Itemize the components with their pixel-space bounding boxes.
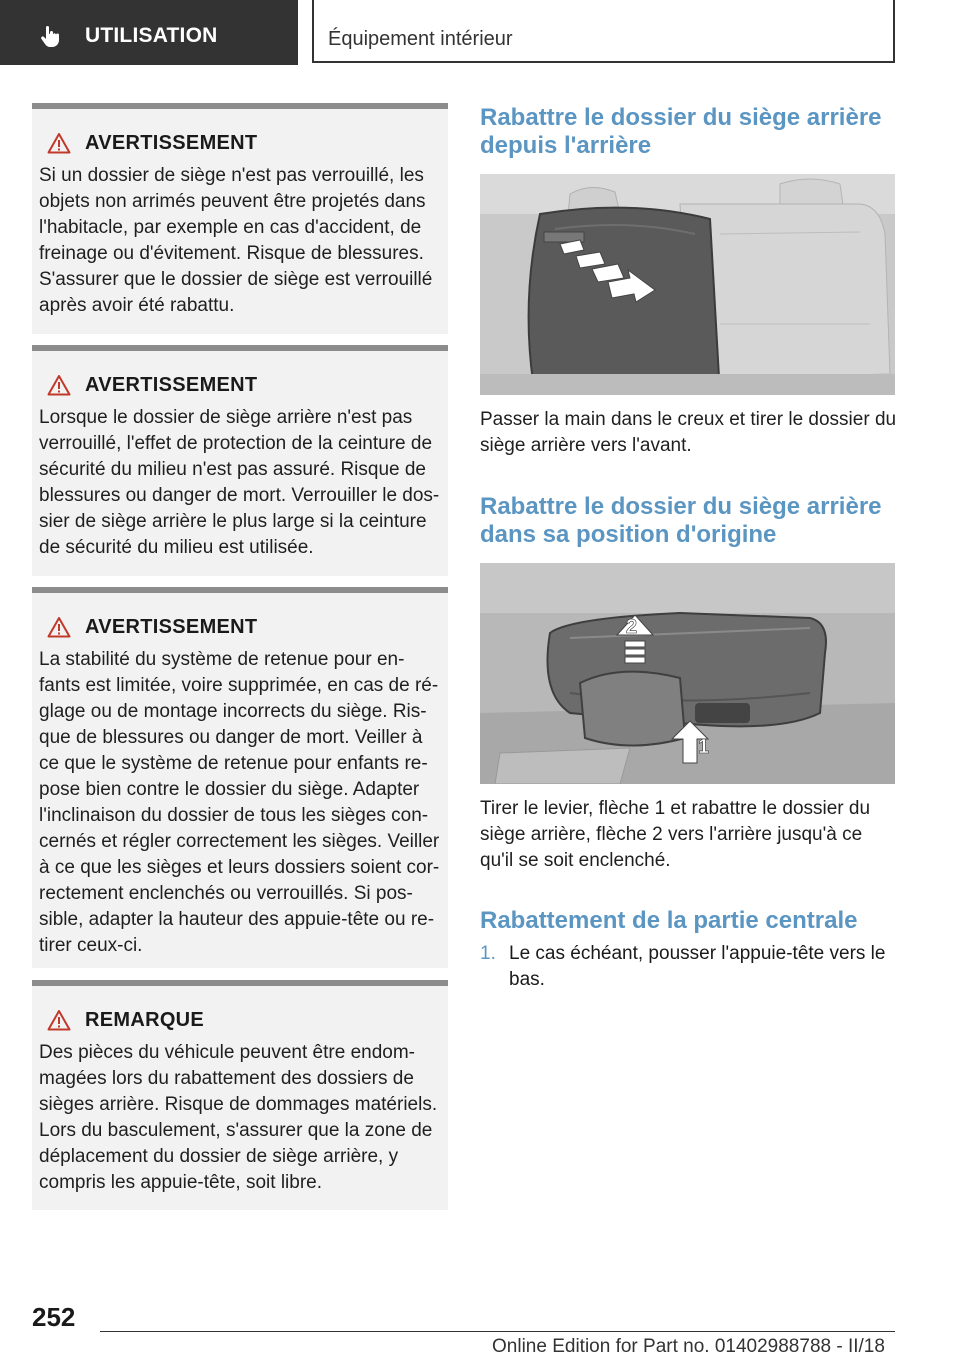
warning-box xyxy=(32,587,448,968)
section-body: Passer la main dans le creux et tirer le dossier du siège arrière vers l'avant. xyxy=(480,409,897,456)
list-number: 1. xyxy=(480,943,496,964)
section-heading: Rabattre le dossier du siège arrière dans sa position d'origine xyxy=(480,493,882,548)
warning-triangle-icon xyxy=(47,132,71,154)
chapter-title: Équipement intérieur xyxy=(328,28,513,50)
seat-fold-from-rear-photo xyxy=(480,174,895,395)
edition-footer: Online Edition for Part no. 01402988788 - II/18 xyxy=(492,1336,885,1357)
seat-return-photo xyxy=(480,563,895,784)
warning-heading: AVERTISSEMENT xyxy=(85,373,258,396)
callout-1: 1 xyxy=(698,736,710,758)
warning-text: Si un dossier de siège n'est pas verrouillé, les objets non arrimés peuvent être projetés dans l'habitacle, par exemple en cas d'accident, de freinage ou d'évitement. Risque de blessures. S'assurer que le dossier de siège est verrouillé après avoir été rabattu. xyxy=(39,165,433,316)
warning-heading: AVERTISSEMENT xyxy=(85,615,258,638)
hand-pointer-icon xyxy=(38,24,62,48)
section-heading: Rabattre le dossier du siège arrière depuis l'arrière xyxy=(480,104,882,159)
warning-triangle-icon xyxy=(47,374,71,396)
chapter-title-box xyxy=(312,0,895,63)
note-heading: REMARQUE xyxy=(85,1008,205,1031)
footer-rule xyxy=(100,1331,895,1332)
section-body: Tirer le levier, flèche 1 et rabattre le dossier du siège arrière, flèche 2 vers l'arrière jusqu'à ce qu'il se soit enclenché. xyxy=(480,798,871,871)
note-box xyxy=(32,980,448,1210)
section-label: UTILISATION xyxy=(85,24,218,47)
warning-heading: AVERTISSEMENT xyxy=(85,131,258,154)
warning-triangle-icon xyxy=(47,616,71,638)
warning-box xyxy=(32,103,448,334)
warning-box xyxy=(32,345,448,576)
warning-text: La stabilité du système de retenue pour en- fants est limitée, voire supprimée, en cas de ré- glage ou de montage incorrects du siège. Ris- que de blessures ou danger de mort. Veiller à ce que le système de retenue pour enfants re- pose bien contre le dossier du siège. Adapter l'inclinaison du dossier de tous les sièges con- cernés et régler correctement les sièges. Veiller à ce que les sièges et leurs dossiers soient cor- rectement enclenchés ou verrouillés. Si pos- sible, adapter la hauteur des appuie-tête ou re- tirer ceux-ci. xyxy=(39,649,440,956)
warning-triangle-icon xyxy=(47,1009,71,1031)
section-heading: Rabattement de la partie centrale xyxy=(480,907,858,934)
section-tab xyxy=(0,0,298,65)
note-text: Des pièces du véhicule peuvent être endom- magées lors du rabattement des dossiers de sièges arrière. Risque de dommages matériels. Lors du basculement, s'assurer que la zone de déplacement du dossier de siège arrière, y compris les appuie-tête, soit libre. xyxy=(39,1042,438,1193)
warning-text: Lorsque le dossier de siège arrière n'est pas verrouillé, l'effet de protection de la ceinture de sécurité du milieu n'est pas assuré. Risque de blessures ou danger de mort. Verrouiller le dos- sier de siège arrière le plus large si la ceinture de sécurité du milieu est utilisée. xyxy=(39,407,440,558)
callout-2: 2 xyxy=(626,616,638,638)
list-text: Le cas échéant, pousser l'appuie-tête vers le bas. xyxy=(509,943,886,990)
page-number: 252 xyxy=(32,1302,76,1332)
